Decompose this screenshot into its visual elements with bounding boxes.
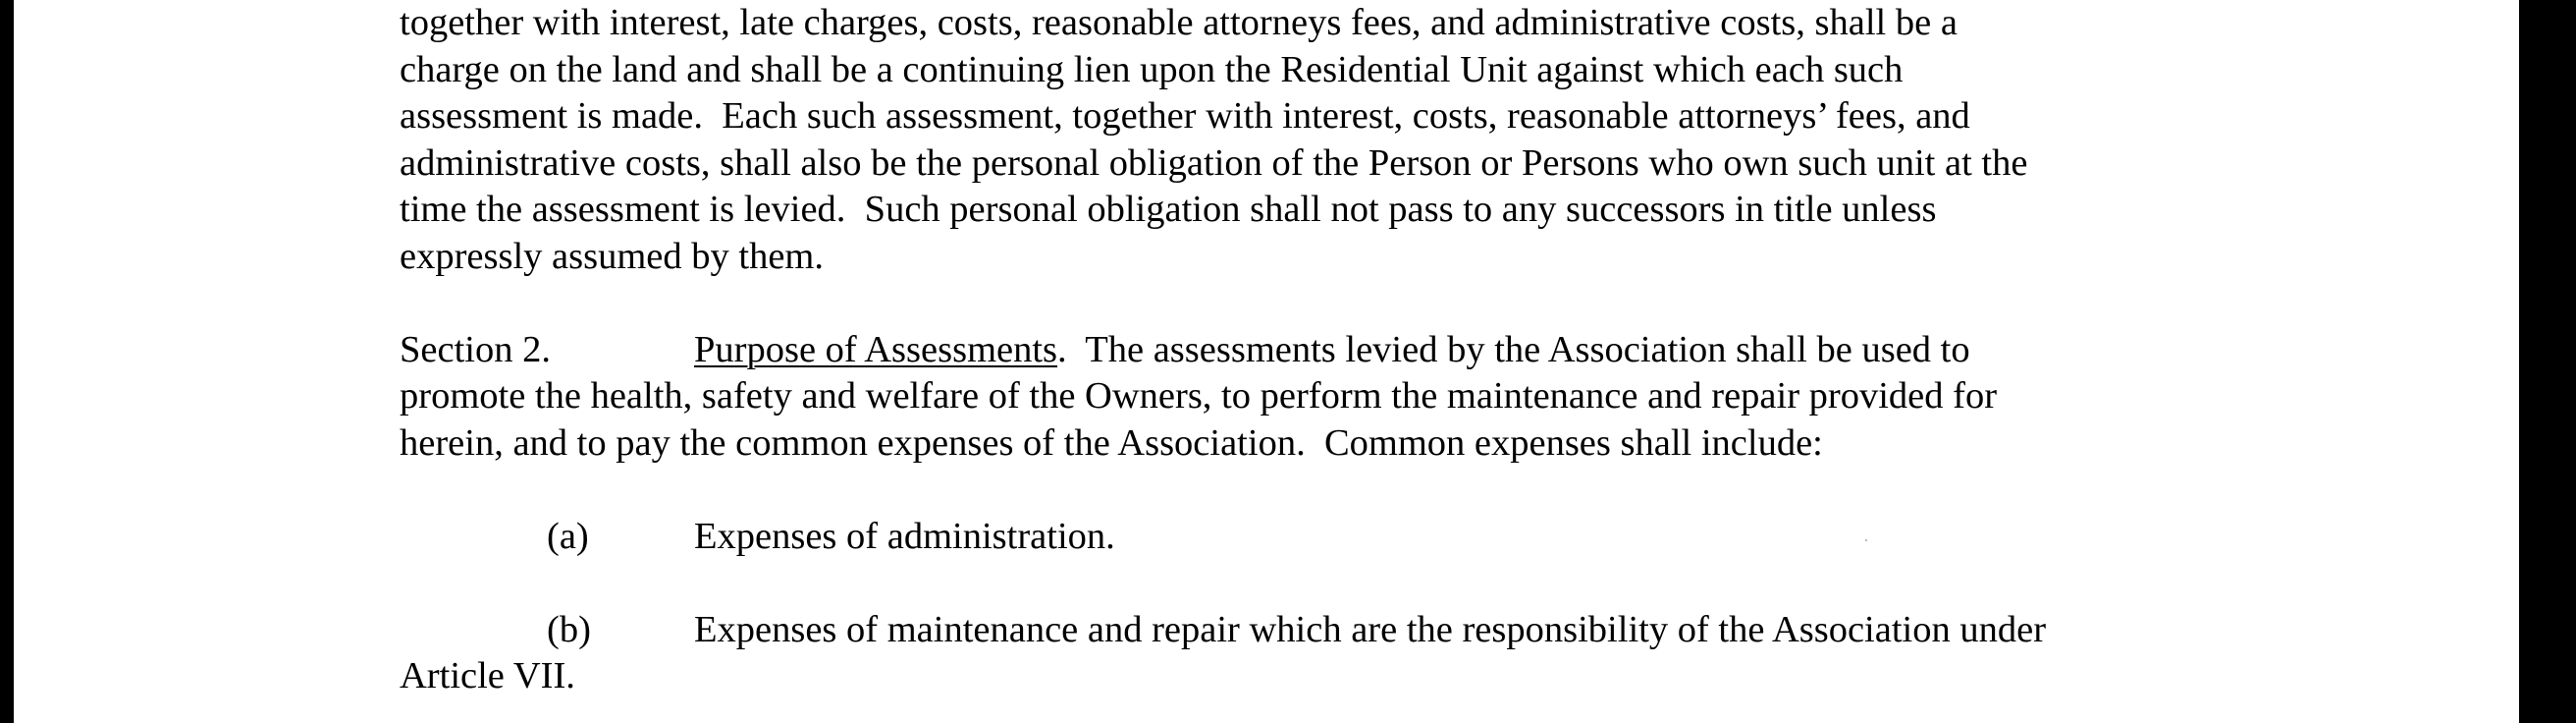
paragraph-spacer (400, 467, 2245, 514)
document-page (14, 0, 2519, 723)
section-2-first-line (400, 327, 2245, 374)
section-number: Section 2. (400, 328, 551, 370)
paragraph-lien (400, 0, 2245, 280)
list-item-a (400, 514, 2245, 561)
paragraph-line: together with interest, late charges, costs, reasonable attorneys fees, and administrative costs, shall be a (400, 2, 1958, 43)
document-body (400, 0, 2245, 700)
list-item-text: Expenses of administration. (694, 515, 1115, 557)
list-item-b (400, 607, 2245, 700)
list-item-text: Expenses of maintenance and repair which are the responsibility of the Association under (694, 608, 2047, 650)
paragraph-spacer (400, 280, 2245, 327)
right-scan-border (2519, 0, 2576, 723)
section-heading: Purpose of Assessments (694, 328, 1058, 370)
section-line: herein, and to pay the common expenses of the Association. Common expenses shall include: (400, 421, 1823, 464)
paragraph-line: administrative costs, shall also be the personal obligation of the Person or Persons who own such unit at the (400, 141, 2028, 184)
list-item-label: (a) (547, 515, 589, 557)
list-item-continuation: Article VII. (400, 655, 575, 696)
list-item-label: (b) (547, 608, 591, 650)
section-heading-suffix: . The assessments levied by the Association shall be used to (1057, 328, 1970, 370)
left-scan-border (0, 0, 14, 723)
list-item-line (400, 514, 2245, 561)
paragraph-line: expressly assumed by them. (400, 235, 824, 277)
paragraph-spacer (400, 560, 2245, 607)
paragraph-line: charge on the land and shall be a continuing lien upon the Residential Unit against which each such (400, 48, 1904, 90)
paragraph-line: time the assessment is levied. Such personal obligation shall not pass to any successors in title unless (400, 189, 1937, 230)
paragraph-line: assessment is made. Each such assessment, together with interest, costs, reasonable attorneys’ fees, and (400, 95, 1970, 137)
list-item-line (400, 607, 2245, 654)
section-2 (400, 327, 2245, 468)
section-line: promote the health, safety and welfare of the Owners, to perform the maintenance and repair provided for (400, 375, 1998, 417)
